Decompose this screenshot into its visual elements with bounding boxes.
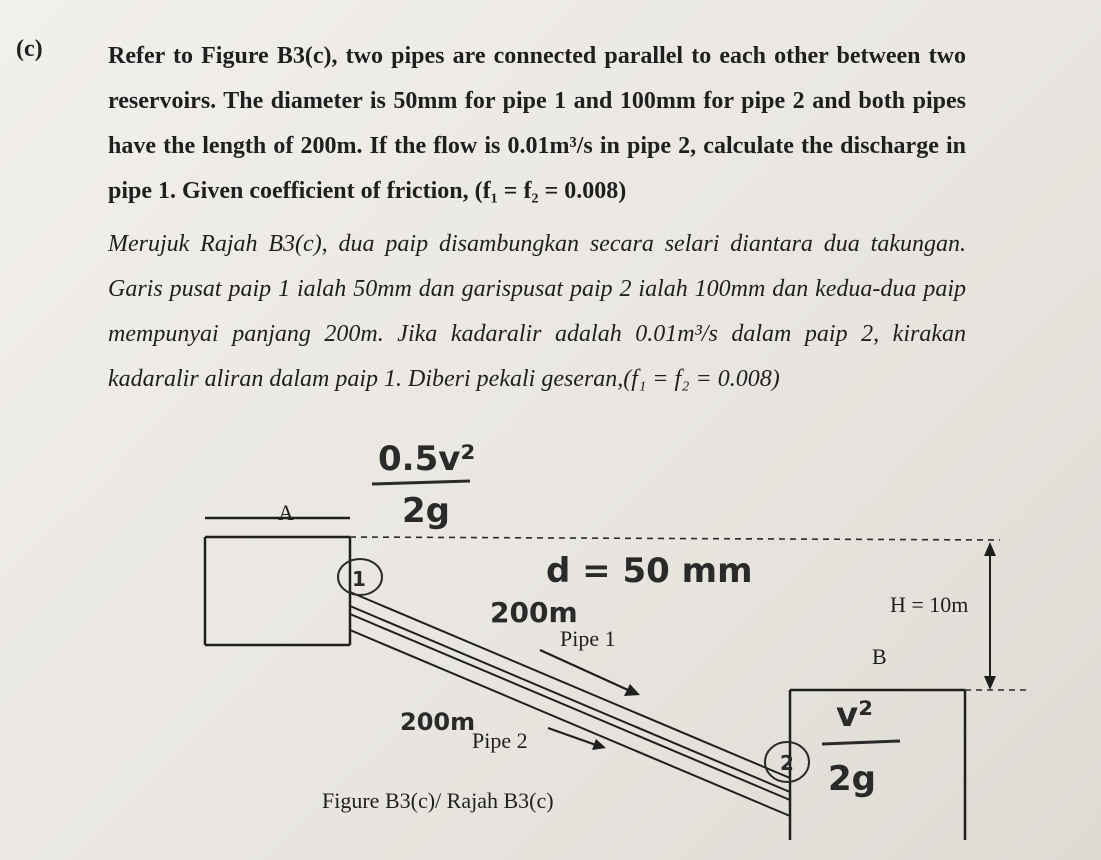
handwritten-fraction-bar-top (372, 481, 470, 484)
reservoir-a (205, 518, 350, 645)
handwritten-note-top-denominator: 2g (402, 491, 450, 531)
question-english: Refer to Figure B3(c), two pipes are connected parallel to each other between two reservoirs. The diameter is 50mm for pipe 1 and 100mm for pipe 2 and both pipes have the length of 200m. If the flow is 0.01m³/s in pipe 2, calculate the discharge in pipe 1. Given coefficient of friction, (f₁ = f₂ = 0.008) (108, 43, 966, 204)
handwritten-length-note-2: 200m (400, 708, 476, 736)
handwritten-fraction-bar-right (822, 741, 900, 744)
handwritten-note-right-numerator: v² (836, 695, 874, 735)
figure-caption: Figure B3(c)/ Rajah B3(c) (322, 788, 554, 813)
pipe-2-label: Pipe 2 (472, 728, 528, 753)
handwritten-note-top-numerator: 0.5v² (378, 439, 476, 479)
reservoir-b (790, 690, 965, 840)
circle-1-label: 1 (352, 567, 366, 591)
head-dimension-arrow (984, 542, 996, 690)
head-label: H = 10m (890, 592, 969, 617)
handwritten-diameter-note: d = 50 mm (546, 551, 753, 591)
handwritten-note-right-denominator: 2g (828, 759, 876, 799)
circle-2-label: 2 (780, 751, 794, 775)
question-malay: Merujuk Rajah B3(c), dua paip disambungkan secara selari diantara dua takungan. Garis pusat paip 1 ialah 50mm dan garispusat paip 2 ialah 100mm dan kedua-dua paip mempunyai panjang 200m. Jika kadaralir adalah 0.01m³/s dalam paip 2, kirakan kadaralir aliran dalam paip 1. Diberi pekali geseran,(f₁ = f₂ = 0.008) (108, 231, 966, 392)
question-label: (c) (16, 36, 43, 62)
pipe-1-label: Pipe 1 (560, 626, 616, 651)
handwritten-length-note-1: 200m (490, 596, 578, 629)
reservoir-b-label: B (872, 644, 887, 669)
water-level-line (350, 537, 1000, 540)
flow-arrow-pipe-1 (540, 650, 640, 696)
reservoir-a-label: A (278, 500, 294, 525)
flow-arrow-pipe-2 (548, 728, 606, 750)
